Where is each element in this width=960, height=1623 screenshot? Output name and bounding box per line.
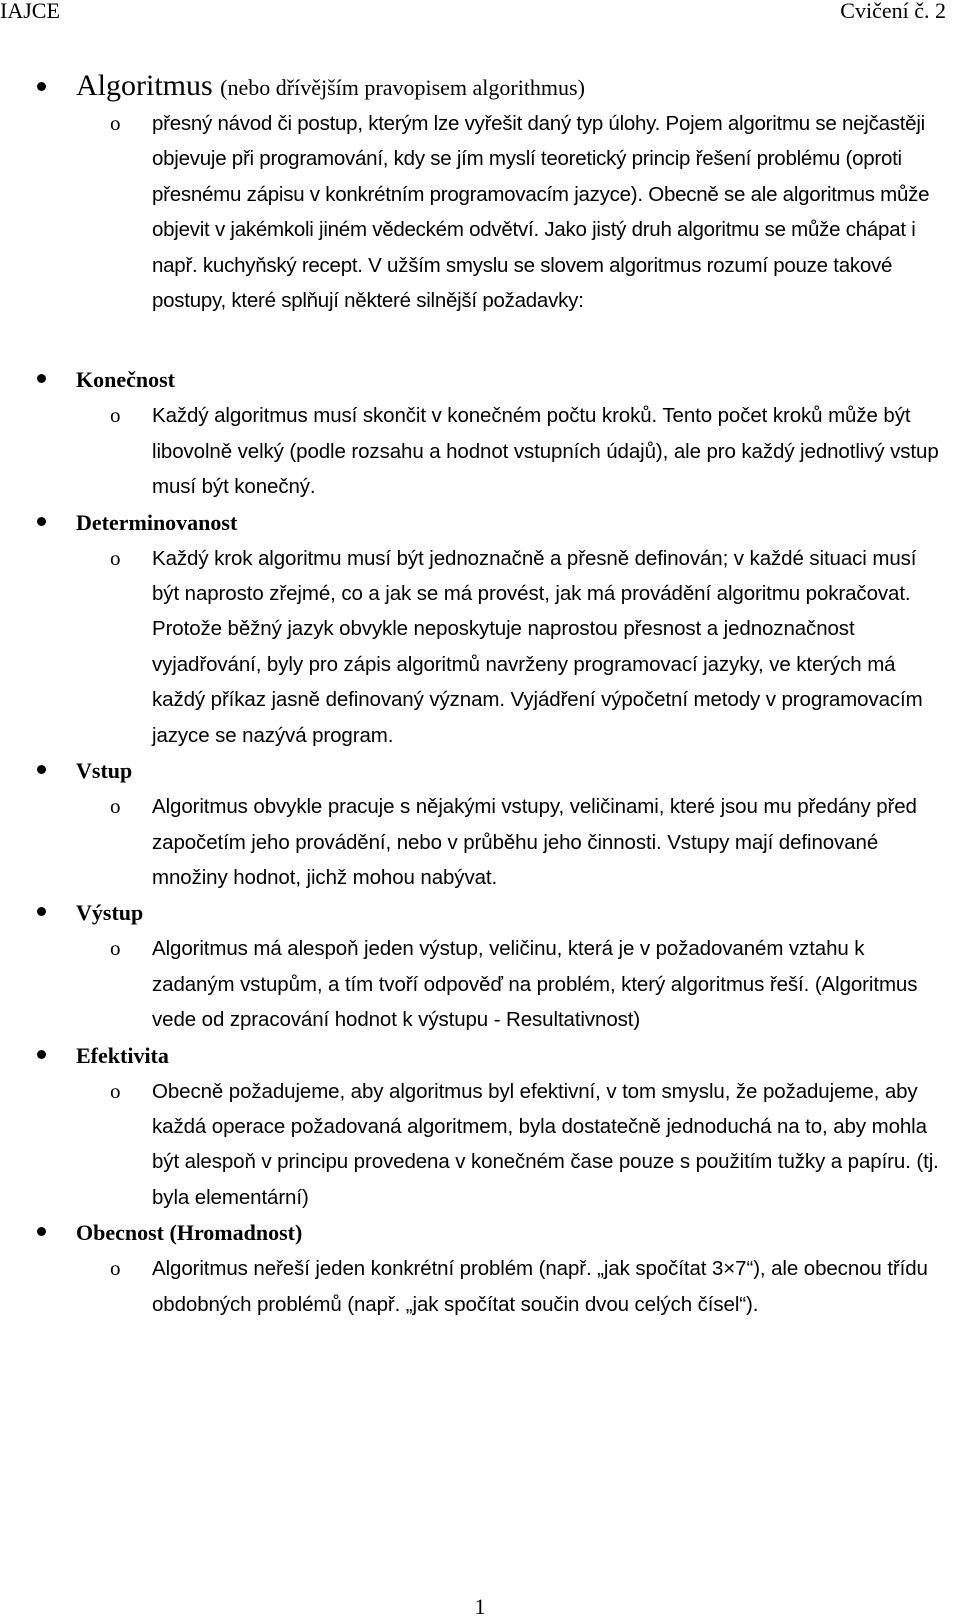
section-title: Konečnost [76,367,175,393]
sub-item [0,106,960,318]
page-number: 1 [474,1594,486,1619]
sub-item-text: Algoritmus neřeší jeden konkrétní problém (např. „jak spočítat 3×7“), ale obecnou třídu obdobných problémů (např. „jak spočítat součin dvou celých čísel“). [152,1257,928,1316]
circle-marker-icon: o [110,111,121,135]
section-title: Obecnost (Hromadnost) [76,1220,303,1246]
section-vstup [0,753,960,895]
bullet-icon [37,1227,46,1236]
sub-item [0,1074,960,1216]
sub-item-text: Každý krok algoritmu musí být jednoznačně a přesně definován; v každé situaci musí být naprosto zřejmé, co a jak se má provést, jak má provádění algoritmu pokračovat. Protože běžný jazyk obvykle neposkytuje naprostou přesnost a jednoznačnost vyjadřování, byly pro zápis algoritmů navrženy programovací jazyky, ve kterých má každý příkaz jasně definovaný význam. Vyjádření výpočetní metody v programovacím jazyce se nazývá program. [152,546,923,747]
section-title: Efektivita [76,1042,169,1068]
circle-marker-icon: o [110,403,121,428]
circle-marker-icon: o [110,936,121,961]
sub-item-text: Algoritmus má alespoň jeden výstup, veličinu, která je v požadovaném vztahu k zadaným vstupům, a tím tvoří odpověď na problém, který algoritmus řeší. (Algoritmus vede od zpracování hodnot k výstupu - Resultativnost) [152,937,918,1032]
sub-item [0,931,960,1037]
section-title: Algoritmus (nebo dřívějším pravopisem algorithmus) [76,69,585,102]
bullet-icon [37,907,46,916]
sub-item [0,541,960,753]
section-vystup [0,895,960,1037]
sub-item [0,789,960,895]
section-title: Determinovanost [76,509,238,535]
bullet-icon [37,517,46,526]
sub-item [0,1251,960,1322]
section-heading-row [0,895,960,931]
section-heading-row [0,1038,960,1074]
section-obecnost [0,1215,960,1322]
section-heading-row [0,1215,960,1251]
sub-item-text: přesný návod či postup, kterým lze vyřešit daný typ úlohy. Pojem algoritmu se nejčastěji objevuje při programování, kdy se jím myslí teoretický princip řešení problému (oproti přesnému zápisu v konkrétním programovacím jazyce). Obecně se ale algoritmus může objevit v jakémkoli jiném vědeckém odvětví. Jako jistý druh algoritmu se může chápat i např. kuchyňský recept. V užším smyslu se slovem algoritmus rozumí pouze takové postupy, které splňují některé silnější požadavky: [152,112,930,313]
section-determinovanost [0,505,960,753]
bullet-icon [37,374,46,383]
section-heading-row [0,753,960,789]
header-exercise-number: Cvičení č. 2 [840,0,946,23]
bullet-icon [37,82,46,91]
section-title: Vstup [76,758,133,784]
section-algoritmus [0,70,960,318]
sub-item-text: Obecně požadujeme, aby algoritmus byl efektivní, v tom smyslu, že požadujeme, aby každá operace požadovaná algoritmem, byla dostatečně jednoduchá na to, aby mohla být alespoň v principu provedena v konečném čase pouze s použitím tužky a papíru. (tj. byla elementární) [152,1079,939,1209]
circle-marker-icon: o [110,794,121,819]
section-heading-row [0,505,960,541]
circle-marker-icon: o [110,1256,121,1281]
section-title: Výstup [76,900,144,926]
circle-marker-icon: o [110,545,121,570]
bullet-icon [37,765,46,774]
circle-marker-icon: o [110,1078,121,1103]
section-heading-row [0,362,960,398]
document-body [0,70,960,1322]
sub-item-text: Algoritmus obvykle pracuje s nějakými vstupy, veličinami, které jsou mu předány před započetím jeho provádění, nebo v průběhu jeho činnosti. Vstupy mají definované množiny hodnot, jichž mohou nabývat. [152,795,917,889]
section-efektivita [0,1038,960,1216]
section-title-suffix: (nebo dřívějším pravopisem algorithmus) [220,75,585,100]
section-konecnost [0,362,960,504]
section-heading-row [0,70,960,106]
header-course-code: IAJCE [0,0,60,23]
sub-item [0,398,960,504]
sub-item-text: Každý algoritmus musí skončit v konečném počtu kroků. Tento počet kroků může být libovolně velký (podle rozsahu a hodnot vstupních údajů), ale pro každý jednotlivý vstup musí být konečný. [152,404,939,499]
bullet-icon [37,1050,46,1059]
